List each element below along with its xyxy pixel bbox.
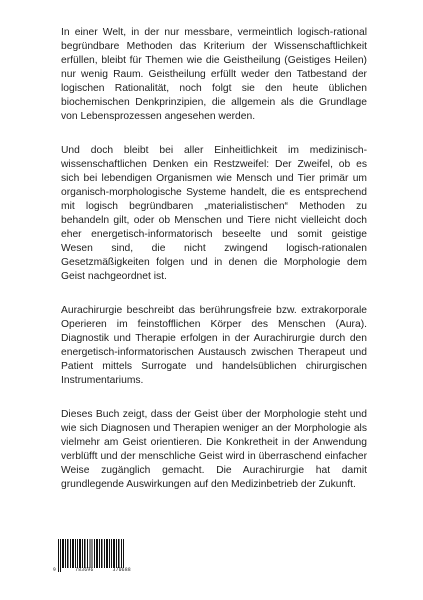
barcode-digit-group-left: 783696 [75, 568, 94, 573]
barcode-digit-prefix: 9 [53, 568, 57, 573]
barcode-digit-group-right: 370688 [112, 568, 131, 573]
blurb-paragraph-4: Dieses Buch zeigt, dass der Geist über der Morphologie steht und wie sich Diagnosen und Therapien weniger an der Morphologie als vielmehr am Geist orientieren. Die Konkretheit in der Anwendung verblüfft und der menschliche Geist wird in überraschend einfacher Weise zugänglich gemacht. Die Aurachirurgie hat damit grundlegende Auswirkungen auf den Medizinbetrieb der Zukunft. [61, 409, 367, 490]
blurb-paragraph-3: Aurachirurgie beschreibt das berührungsfreie bzw. extrakorporale Operieren im feinstofflichen Körper des Menschen (Aura). Diagnostik und Therapie erfolgen in der Aurachirurgie durch den energetisch-informatorischen Austausch zwischen Therapeut und Patient mittels Surrogate und handelsüblichen chirurgischen Instrumentariums. [61, 305, 367, 386]
blurb-paragraph-2: Und doch bleibt bei aller Einheitlichkeit im medizinisch-wissenschaftlichen Denken ein Restzweifel: Der Zweifel, ob es sich bei lebendigen Organismen wie Mensch und Tier primär um organisch-morphologische Systeme handelt, die es entsprechend mit logisch begründbaren „materialistischen“ Methoden zu behandeln gilt, oder ob Menschen und Tiere nicht vielleicht doch eher energetisch-informatorisch beseelte und somit geistige Wesen sind, die nicht zwingend logisch-rationalen Gesetzmäßigkeiten folgen und in denen die Morphologie dem Geist nachgeordnet ist. [61, 145, 367, 282]
blurb-text [61, 26, 367, 512]
barcode-digits [52, 568, 132, 573]
isbn-barcode [52, 539, 132, 579]
blurb-paragraph-1: In einer Welt, in der nur messbare, vermeintlich logisch-rational begründbare Methoden das Kriterium der Wissenschaftlichkeit erfüllen, bleibt für Themen wie die Geistheilung (Geistiges Heilen) nur wenig Raum. Geistheilung erfüllt weder den Tatbestand der logischen Rationalität, noch folgt sie den heute üblichen biochemischen Denkprinzipien, die allgemein als die Grundlage von Lebensprozessen angesehen werden. [61, 27, 367, 122]
